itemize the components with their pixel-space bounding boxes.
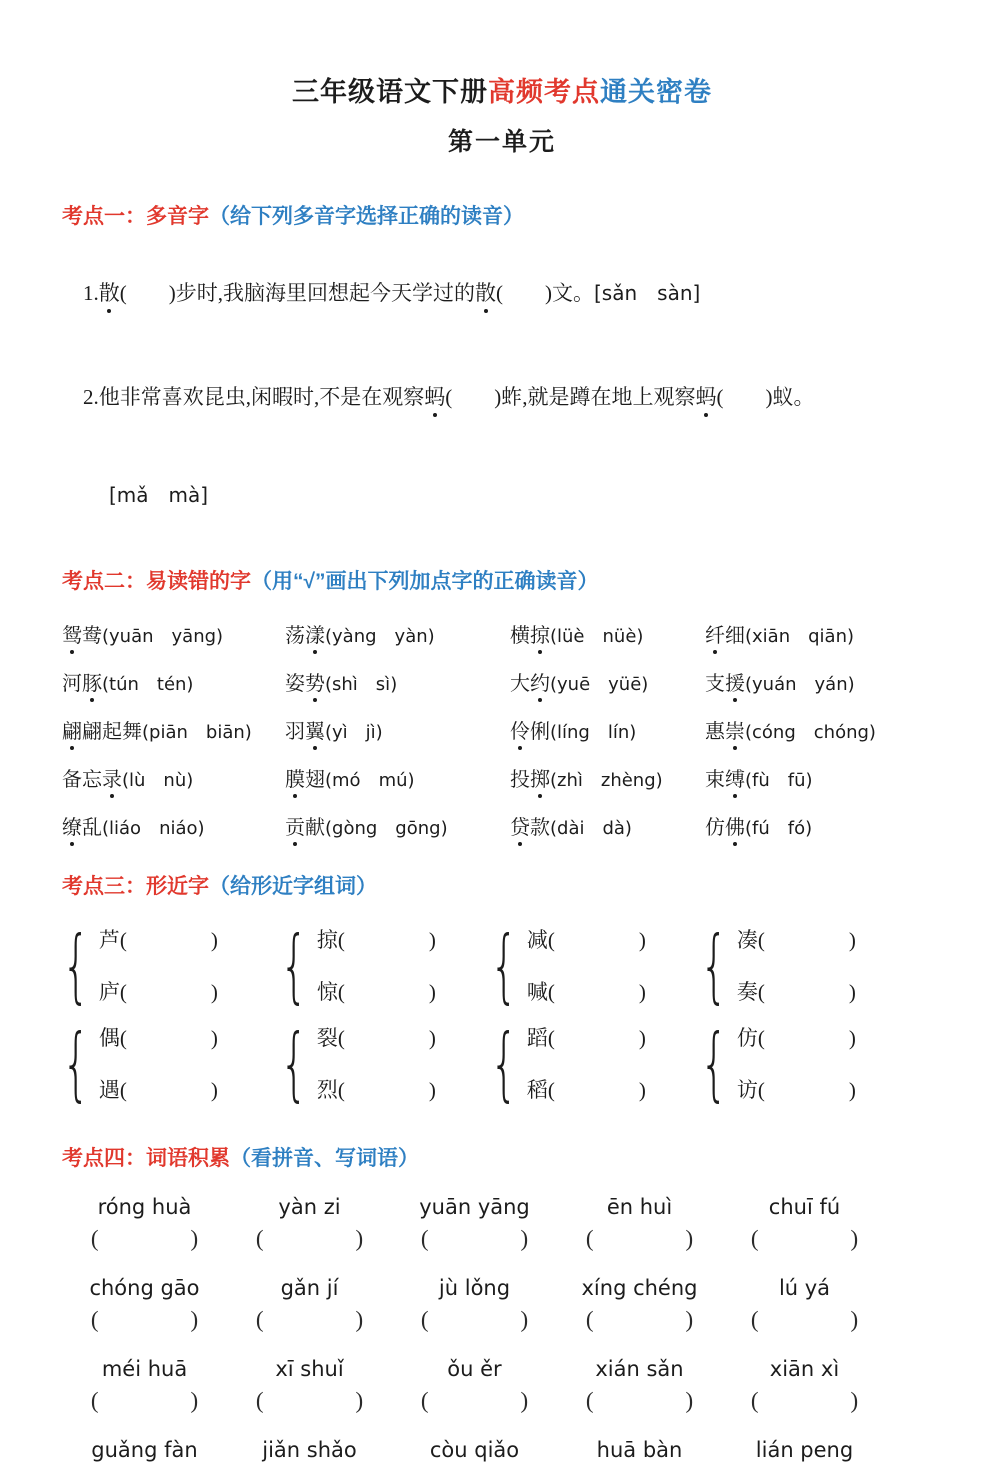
- word-item: [705, 619, 942, 648]
- pinyin-choices: (zhì zhèng): [550, 770, 663, 791]
- title-black: 三年级语文下册: [292, 77, 488, 107]
- brace-line: [317, 1018, 436, 1058]
- brace-line: [99, 972, 218, 1012]
- answer-blank: ( ): [585, 1307, 694, 1332]
- pinyin-choices: (fú fó): [745, 818, 813, 839]
- char: 庐: [98, 980, 120, 1004]
- brace-icon: {: [62, 919, 90, 1012]
- answer-blank: ( ): [420, 1307, 529, 1332]
- pinyin-block: [557, 1435, 722, 1465]
- char: 蹈: [526, 1026, 548, 1050]
- pinyin-block: [722, 1354, 887, 1418]
- pinyin-block: [227, 1435, 392, 1465]
- pinyin-word: xī shuǐ: [275, 1357, 344, 1381]
- brace-line: [737, 1018, 856, 1058]
- brace-line: [99, 920, 218, 960]
- pinyin-word: jiǎn shǎo: [262, 1438, 357, 1462]
- pinyin-word: xiān xì: [769, 1357, 840, 1381]
- char: 喊: [526, 980, 548, 1004]
- word-text: 膜翅: [285, 769, 325, 791]
- answer-blank: ( ): [119, 1026, 218, 1050]
- answer-blank: ( ): [255, 1307, 364, 1332]
- brace-line: [317, 972, 436, 1012]
- word-text: 河豚: [62, 673, 102, 695]
- brace-line: [737, 972, 856, 1012]
- answer-blank: ( ): [757, 980, 856, 1004]
- pinyin-word: lú yá: [778, 1276, 831, 1300]
- word-item: [62, 715, 285, 744]
- brace-icon: {: [280, 1017, 308, 1110]
- word-item: [62, 667, 285, 696]
- char: 裂: [316, 1026, 338, 1050]
- word-item: [285, 811, 510, 840]
- pinyin-block: [722, 1273, 887, 1337]
- pinyin-block: [392, 1435, 557, 1465]
- brace-line: [99, 1018, 218, 1058]
- pinyin-choices: (tún tén): [102, 674, 194, 695]
- section3-heading-red: 考点三：形近字: [62, 875, 209, 898]
- answer-blank: ( ): [757, 1026, 856, 1050]
- brace-icon: {: [280, 919, 308, 1012]
- answer-blank: ( ): [119, 928, 218, 952]
- pinyin-block: [557, 1192, 722, 1256]
- section1-heading: [62, 200, 942, 230]
- word-text: 贷款: [510, 817, 550, 839]
- word-text: 横掠: [510, 625, 550, 647]
- char: 芦: [98, 928, 120, 952]
- word-item: [705, 811, 942, 840]
- brace-line: [527, 1070, 646, 1110]
- section2-heading-red: 考点二：易读错的字: [62, 570, 251, 593]
- answer-blank: ( ): [90, 1226, 199, 1251]
- answer-blank: ( ): [547, 1078, 646, 1102]
- pinyin-block: [557, 1354, 722, 1418]
- section1-heading-blue: （给下列多音字选择正确的读音）: [209, 205, 524, 228]
- brace-line: [737, 1070, 856, 1110]
- pinyin-block: [722, 1435, 887, 1465]
- pinyin-choices: (cóng chóng): [745, 722, 876, 743]
- answer-blank: ( ): [337, 928, 436, 952]
- char: 凑: [736, 928, 758, 952]
- pinyin-choices: (yuē yüē): [550, 674, 649, 695]
- char: 惊: [316, 980, 338, 1004]
- brace-group: [490, 1018, 700, 1110]
- section4-heading-blue: （看拼音、写词语）: [230, 1147, 419, 1170]
- question-2-text: 2.他非常喜欢昆虫,闲暇时,不是在观察蚂( )蚱,就是蹲在地上观察蚂( )蚁。: [83, 385, 815, 409]
- pinyin-choices: (yuán yán): [745, 674, 855, 695]
- word-text: 姿势: [285, 673, 325, 695]
- answer-blank: ( ): [750, 1388, 859, 1413]
- word-text: 缭乱: [62, 817, 102, 839]
- char: 奏: [736, 980, 758, 1004]
- word-item: [510, 811, 705, 840]
- pinyin-word: ǒu ěr: [447, 1357, 502, 1381]
- answer-blank: ( ): [90, 1307, 199, 1332]
- pinyin-write-grid: [40, 1192, 942, 1482]
- brace-icon: {: [490, 919, 518, 1012]
- pinyin-word: róng huà: [97, 1195, 192, 1219]
- brace-line: [527, 920, 646, 960]
- question-1: [62, 252, 942, 332]
- word-item: [705, 715, 942, 744]
- pinyin-word: ēn huì: [606, 1195, 673, 1219]
- word-item: [705, 667, 942, 696]
- answer-blank: ( ): [420, 1388, 529, 1413]
- pinyin-choices: (yuān yāng): [102, 626, 224, 647]
- char: 访: [736, 1078, 758, 1102]
- word-text: 贡献: [285, 817, 325, 839]
- answer-blank: ( ): [119, 1078, 218, 1102]
- pinyin-word: chóng gāo: [89, 1276, 200, 1300]
- pinyin-choices: (xiān qiān): [745, 626, 855, 647]
- brace-icon: {: [700, 1017, 728, 1110]
- word-text: 伶俐: [510, 721, 550, 743]
- char: 烈: [316, 1078, 338, 1102]
- pinyin-choices: (mó mú): [325, 770, 415, 791]
- pinyin-block: [392, 1192, 557, 1256]
- brace-icon: {: [62, 1017, 90, 1110]
- pinyin-word: lián peng: [755, 1438, 854, 1462]
- char: 遇: [98, 1078, 120, 1102]
- title-blue: 通关密卷: [600, 77, 712, 107]
- word-item: [62, 811, 285, 840]
- brace-group: [280, 1018, 490, 1110]
- pinyin-word: yuān yāng: [419, 1195, 530, 1219]
- answer-blank: ( ): [547, 1026, 646, 1050]
- answer-blank: ( ): [547, 928, 646, 952]
- pinyin-block: [722, 1192, 887, 1256]
- word-item: [705, 763, 942, 792]
- pinyin-choices: (yì jì): [325, 722, 383, 743]
- word-list: [62, 619, 942, 840]
- char: 减: [526, 928, 548, 952]
- question-1-text: 1.散( )步时,我脑海里回想起今天学过的散( )文。: [83, 281, 594, 305]
- pinyin-block: [227, 1354, 392, 1418]
- brace-group: [700, 920, 942, 1012]
- pinyin-word: huā bàn: [596, 1438, 683, 1462]
- word-text: 支援: [705, 673, 745, 695]
- brace-line: [527, 972, 646, 1012]
- word-item: [285, 715, 510, 744]
- char: 仿: [736, 1026, 758, 1050]
- page-title: [62, 0, 942, 109]
- word-text: 鸳鸯: [62, 625, 102, 647]
- pinyin-block: [392, 1273, 557, 1337]
- pinyin-choices: (fù fū): [745, 770, 813, 791]
- word-item: [62, 619, 285, 648]
- answer-blank: ( ): [90, 1388, 199, 1413]
- word-text: 翩翩起舞: [62, 721, 142, 743]
- title-red: 高频考点: [488, 77, 600, 107]
- answer-blank: ( ): [337, 980, 436, 1004]
- word-text: 羽翼: [285, 721, 325, 743]
- pinyin-choices: (shì sì): [325, 674, 398, 695]
- answer-blank: ( ): [585, 1388, 694, 1413]
- char: 掠: [316, 928, 338, 952]
- answer-blank: ( ): [757, 928, 856, 952]
- pinyin-word: gǎn jí: [280, 1276, 339, 1300]
- pinyin-word: guǎng fàn: [91, 1438, 198, 1462]
- section2-heading: [62, 565, 942, 595]
- pinyin-choices: (liáo niáo): [102, 818, 205, 839]
- pinyin-word: méi huā: [101, 1357, 188, 1381]
- brace-group: [62, 1018, 280, 1110]
- brace-line: [737, 920, 856, 960]
- pinyin-block: [227, 1273, 392, 1337]
- question-1-options: [sǎn sàn]: [594, 281, 701, 305]
- question-2-continuation: [62, 454, 942, 533]
- answer-blank: ( ): [337, 1026, 436, 1050]
- pinyin-block: [557, 1273, 722, 1337]
- similar-char-grid: [62, 920, 942, 1110]
- word-text: 纤细: [705, 625, 745, 647]
- brace-group: [62, 920, 280, 1012]
- char: 稻: [526, 1078, 548, 1102]
- pinyin-choices: (dài dà): [550, 818, 632, 839]
- pinyin-choices: (líng lín): [550, 722, 637, 743]
- pinyin-choices: (piān biān): [142, 722, 252, 743]
- word-item: [285, 619, 510, 648]
- pinyin-choices: (lù nù): [122, 770, 194, 791]
- answer-blank: ( ): [750, 1307, 859, 1332]
- answer-blank: ( ): [337, 1078, 436, 1102]
- answer-blank: ( ): [255, 1226, 364, 1251]
- section2-heading-blue: （用“√”画出下列加点字的正确读音）: [251, 570, 599, 593]
- word-item: [510, 715, 705, 744]
- unit-subtitle: 第一单元: [447, 128, 556, 156]
- char: 偶: [98, 1026, 120, 1050]
- brace-group: [490, 920, 700, 1012]
- brace-icon: {: [700, 919, 728, 1012]
- word-item: [510, 667, 705, 696]
- pinyin-word: yàn zi: [278, 1195, 341, 1219]
- pinyin-choices: (gòng gōng): [325, 818, 448, 839]
- word-item: [510, 763, 705, 792]
- pinyin-block: [62, 1273, 227, 1337]
- word-text: 荡漾: [285, 625, 325, 647]
- section4-heading: [62, 1142, 942, 1172]
- pinyin-word: xíng chéng: [581, 1276, 698, 1300]
- answer-blank: ( ): [255, 1388, 364, 1413]
- section1-heading-red: 考点一：多音字: [62, 205, 209, 228]
- brace-line: [527, 1018, 646, 1058]
- brace-line: [99, 1070, 218, 1110]
- answer-blank: ( ): [757, 1078, 856, 1102]
- answer-blank: ( ): [420, 1226, 529, 1251]
- pinyin-choices: (lüè nüè): [550, 626, 644, 647]
- word-text: 备忘录: [62, 769, 122, 791]
- brace-line: [317, 1070, 436, 1110]
- pinyin-block: [227, 1192, 392, 1256]
- pinyin-block: [392, 1354, 557, 1418]
- pinyin-word: chuī fú: [768, 1195, 841, 1219]
- word-text: 惠崇: [705, 721, 745, 743]
- section3-heading: [62, 870, 942, 900]
- section3-heading-blue: （给形近字组词）: [209, 875, 377, 898]
- pinyin-block: [62, 1354, 227, 1418]
- word-text: 大约: [510, 673, 550, 695]
- word-item: [285, 763, 510, 792]
- word-item: [510, 619, 705, 648]
- word-text: 投掷: [510, 769, 550, 791]
- question-2-options: [mǎ mà]: [109, 483, 209, 507]
- word-text: 仿佛: [705, 817, 745, 839]
- pinyin-block: [62, 1435, 227, 1465]
- answer-blank: ( ): [750, 1226, 859, 1251]
- answer-blank: ( ): [119, 980, 218, 1004]
- word-item: [285, 667, 510, 696]
- answer-blank: ( ): [547, 980, 646, 1004]
- brace-group: [700, 1018, 942, 1110]
- pinyin-word: còu qiǎo: [429, 1438, 520, 1462]
- word-text: 束缚: [705, 769, 745, 791]
- pinyin-block: [62, 1192, 227, 1256]
- pinyin-word: xián sǎn: [595, 1357, 684, 1381]
- answer-blank: ( ): [585, 1226, 694, 1251]
- brace-icon: {: [490, 1017, 518, 1110]
- pinyin-choices: (yàng yàn): [325, 626, 435, 647]
- section4-heading-red: 考点四：词语积累: [62, 1147, 230, 1170]
- pinyin-word: jù lǒng: [438, 1276, 511, 1300]
- brace-group: [280, 920, 490, 1012]
- word-item: [62, 763, 285, 792]
- question-2: [62, 356, 942, 436]
- brace-line: [317, 920, 436, 960]
